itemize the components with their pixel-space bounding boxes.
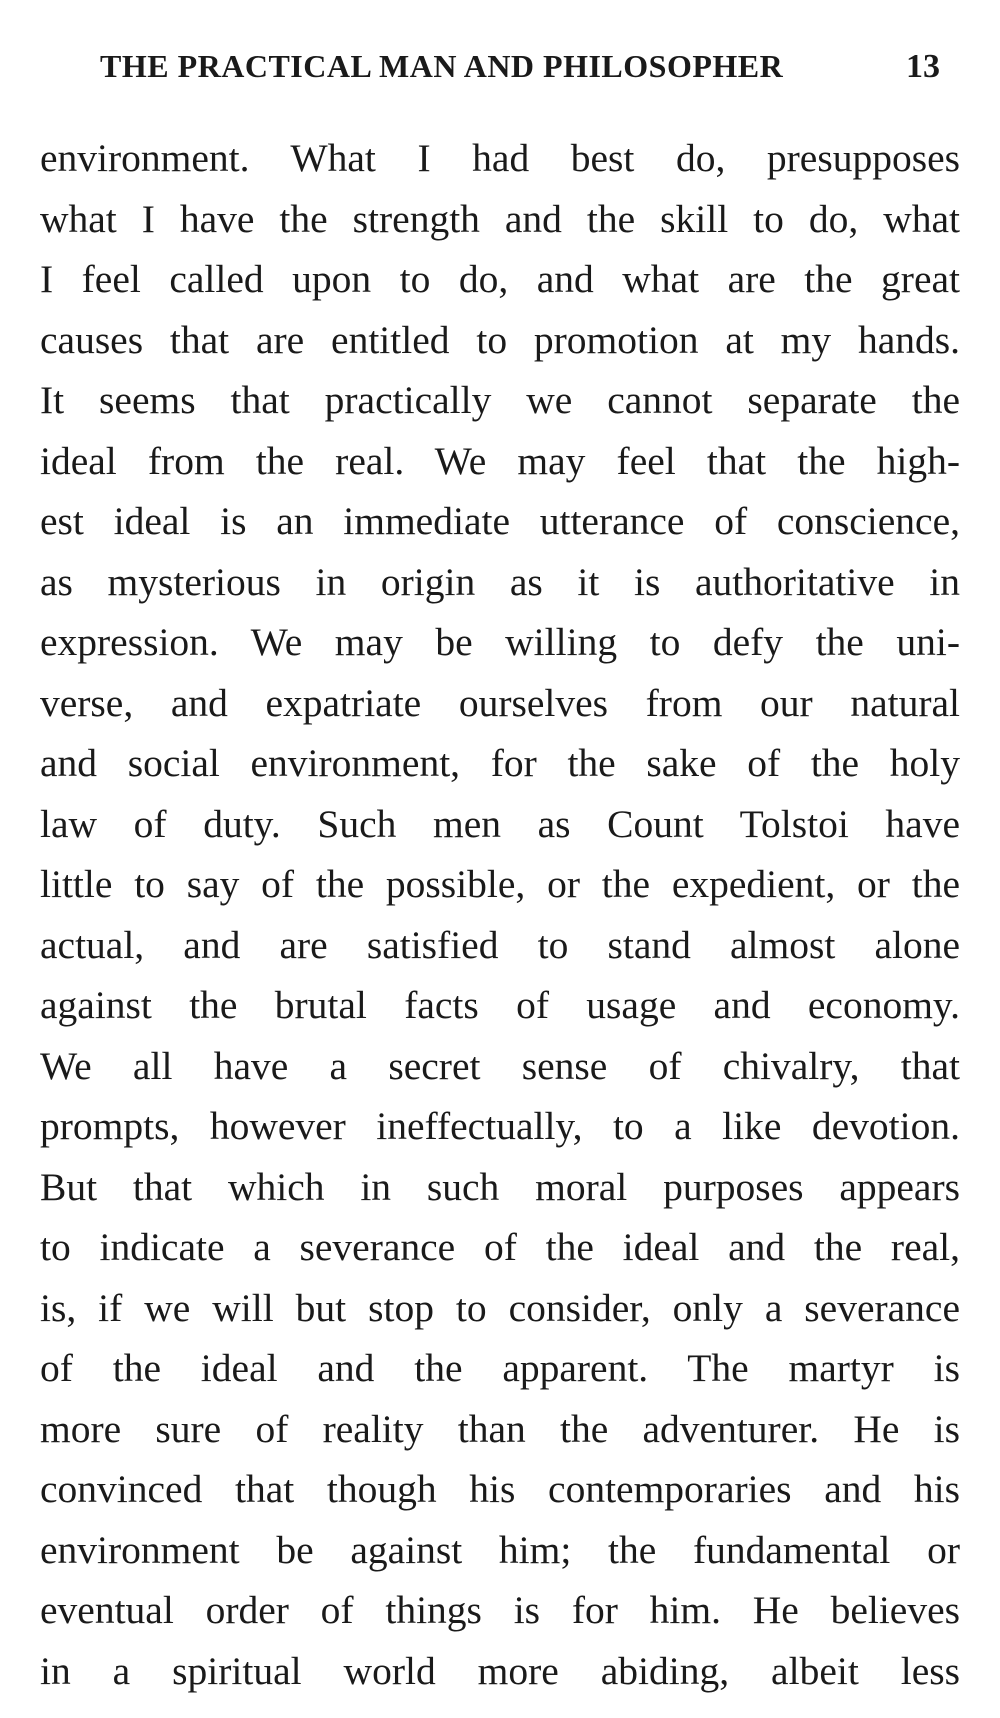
text-line: convinced that though his contemporaries and his: [40, 1467, 960, 1511]
text-line: law of duty. Such men as Count Tolstoi have: [40, 801, 960, 846]
text-line: in a spiritual world more abiding, albeit less: [40, 1648, 960, 1693]
text-line: as mysterious in origin as it is authoritative in: [40, 559, 960, 604]
text-line: I feel called upon to do, and what are the great: [40, 257, 960, 301]
text-line: environment be against him; the fundamental or: [40, 1527, 960, 1572]
text-line: actual, and are satisfied to stand almost alone: [40, 922, 960, 967]
page-number: 13: [906, 48, 940, 85]
text-line: to indicate a severance of the ideal and the real,: [40, 1225, 960, 1269]
text-line: But that which in such moral purposes appears: [40, 1164, 960, 1209]
text-line: is, if we will but stop to consider, only a severance: [40, 1285, 960, 1330]
text-line: prompts, however ineffectually, to a like devotion.: [40, 1104, 960, 1148]
text-line: It seems that practically we cannot separate the: [40, 378, 960, 422]
running-title: THE PRACTICAL MAN AND PHILOSOPHER: [100, 48, 784, 84]
text-line: what I have the strength and the skill to do, what: [40, 196, 960, 241]
text-line: and social environment, for the sake of the holy: [40, 741, 960, 785]
text-line: eventual order of things is for him. He believes: [40, 1588, 960, 1632]
running-head: [100, 48, 940, 98]
body-text: [40, 128, 960, 1701]
text-line: little to say of the possible, or the expedient, or the: [40, 862, 960, 906]
text-line: more sure of reality than the adventurer. He is: [40, 1406, 960, 1451]
text-line: causes that are entitled to promotion at my hands.: [40, 317, 960, 362]
text-line: verse, and expatriate ourselves from our natural: [40, 680, 960, 725]
text-line: against the brutal facts of usage and economy.: [40, 983, 960, 1027]
text-line: environment. What I had best do, presupposes: [40, 136, 960, 180]
text-line: of the ideal and the apparent. The martyr is: [40, 1346, 960, 1390]
text-line: est ideal is an immediate utterance of conscience,: [40, 499, 960, 543]
text-line: expression. We may be willing to defy the uni-: [40, 620, 960, 664]
text-line: We all have a secret sense of chivalry, that: [40, 1043, 960, 1088]
text-line: ideal from the real. We may feel that the high-: [40, 438, 960, 483]
